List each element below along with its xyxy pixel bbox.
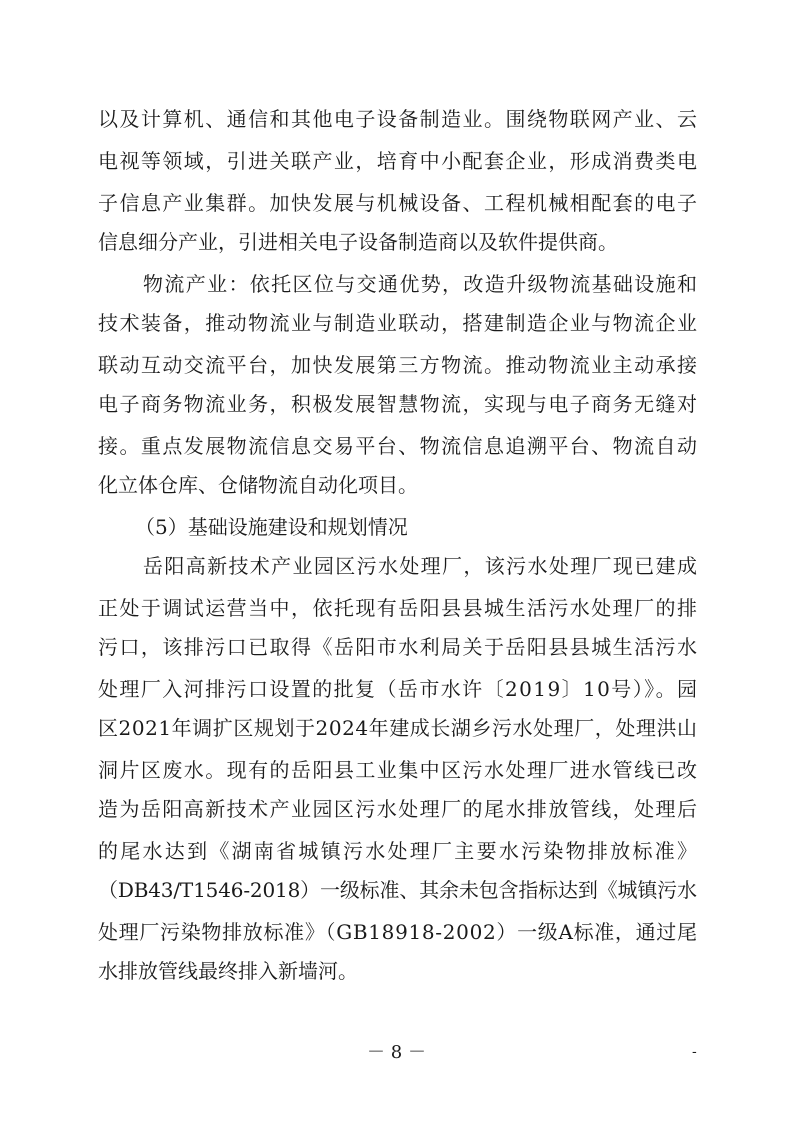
text-line-content: 的尾水达到《湖南省城镇污水处理厂主要水污染物排放标准》 (98, 839, 700, 863)
text-line-content: 化立体仓库、仓储物流自动化项目。 (98, 473, 418, 497)
text-line-content: 水排放管线最终排入新墙河。 (98, 959, 358, 983)
text-line-content: 子信息产业集群。加快发展与机械设备、工程机械相配套的电子 (98, 191, 699, 215)
text-line-content: 以及计算机、通信和其他电子设备制造业。围绕物联网产业、云 (98, 107, 699, 131)
text-line-content: （DB43/T1546-2018）一级标准、其余未包含指标达到《城镇污水 (98, 878, 697, 902)
text-line-content: 污口，该排污口已取得《岳阳市水利局关于岳阳县县城生活污水 (98, 635, 699, 659)
text-line-content: 处理厂入河排污口设置的批复（岳市水许〔2019〕10号）》。园 (98, 677, 699, 701)
text-line-content: 技术装备，推动物流业与制造业联动，搭建制造企业与物流企业 (98, 311, 699, 335)
text-line-content: 正处于调试运营当中，依托现有岳阳县县城生活污水处理厂的排 (98, 596, 699, 620)
text-line-content: 洞片区废水。现有的岳阳县工业集中区污水处理厂进水管线已改 (98, 758, 699, 782)
text-line-content: 信息细分产业，引进相关电子设备制造商以及软件提供商。 (98, 230, 618, 254)
text-line-content: 造为岳阳高新技术产业园区污水处理厂的尾水排放管线，处理后 (98, 797, 699, 821)
edge-mark: - (692, 1044, 697, 1060)
text-line-content: 岳阳高新技术产业园区污水处理厂，该污水处理厂现已建成 (143, 554, 699, 578)
page-number: － 8 － (367, 1042, 426, 1063)
text-line-content: 物流产业：依托区位与交通优势，改造升级物流基础设施和 (143, 272, 699, 296)
text-line-content: 处理厂污染物排放标准》（GB18918-2002）一级A标准，通过尾 (98, 920, 698, 944)
text-line-content: 电视等领域，引进关联产业，培育中小配套企业，形成消费类电 (98, 149, 699, 173)
text-line-content: 电子商务物流业务，积极发展智慧物流，实现与电子商务无缝对 (98, 392, 699, 416)
text-line-content: 区2021年调扩区规划于2024年建成长湖乡污水处理厂，处理洪山 (98, 716, 698, 740)
text-line-content: 联动互动交流平台，加快发展第三方物流。推动物流业主动承接 (98, 353, 699, 377)
section-heading-text: （5）基础设施建设和规划情况 (135, 515, 408, 539)
text-line-content: 接。重点发展物流信息交易平台、物流信息追溯平台、物流自动 (98, 434, 699, 458)
